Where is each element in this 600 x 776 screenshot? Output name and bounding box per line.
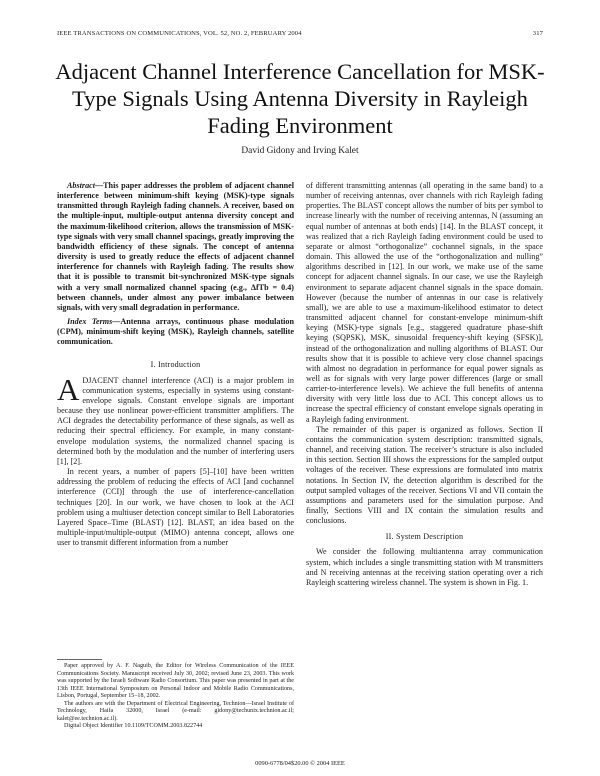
abstract: [57, 181, 294, 313]
footnote-doi: Digital Object Identifier 10.1109/TCOMM.2003.822744: [64, 723, 203, 729]
intro-paragraph-2-continued: of different transmitting antennas (all operating in the same band) to a number of receiving antennas, over channels with rich Rayleigh fading properties. The BLAST concept allows the number of bits per symbol to increase linearly with the number of receiving antennas, N (assuming an equal number of antennas at both ends) [14]. In the BLAST concept, it was realized that a rich Rayleigh fading environment could be used to separate or almost “orthogonalize” cochannel signals, in the space domain. This allowed the use of the “orthogonalization and nulling” algorithms described in [12]. In our work, we make use of the same concept for adjacent channel signals. In our case, we use the Rayleigh environment to separate adjacent channel signals in the space domain. However (because the number of antennas in our case is relatively small), we are able to use a maximum-likelihood estimator to detect transmitted adjacent channel for constant-envelope minimum-shift keying (MSK)-type signals [e.g., staggered quadrature phase-shift keying (SQPSK), MSK, sinusoidal frequency-shift keying (SFSK)], instead of the orthogonalization and nulling algorithms of BLAST. Our results show that it is possible to achieve very close channel spacings with almost no degradation in performance for equal power signals as well as for signals with very large power differences (large or small carrier-to-interference levels). We achieve the full benefits of antenna diversity with very little loss due to ACI. This concept allows us to increase the spectral efficiency of constant envelope signals operating in a Rayleigh fading environment.: [306, 181, 543, 424]
copyright-line: 0090-6778/04$20.00 © 2004 IEEE: [255, 760, 345, 767]
index-terms-text: Antenna arrays, continuous phase modulation (CPM), minimum-shift keying (MSK), Rayleigh channels, satellite communication.: [57, 317, 294, 347]
page-number: 317: [532, 30, 543, 37]
intro-paragraph-3: The remainder of this paper is organized as follows. Section II contains the communication system description: transmitted signals, channel, and receiving station. The receiver’s structure is also included in this section. Section III shows the expressions for the sampled output voltages of the receiver. These expressions are formulated into matrix notations. In Section IV, the detection algorithm is described for the output sampled voltages of the receiver. Sections VI and VII contain the assumptions and parameters used for the simulation purpose. And finally, Sections VIII and IX contain the simulation results and conclusions.: [306, 424, 543, 526]
footnote-rule: [57, 659, 102, 660]
running-header: [57, 30, 543, 42]
paper-title: Adjacent Channel Interference Cancellation for MSK-Type Signals Using Antenna Diversity in Rayleigh Fading Environment: [55, 59, 545, 138]
abstract-label: Abstract—: [67, 181, 104, 190]
system-paragraph-1: We consider the following multiantenna array communication system, which includes a single transmitting station with M transmitters and N receiving antennas at the receiving station operating over a rich Rayleigh scattering wireless channel. The system is shown in Fig. 1.: [306, 547, 543, 587]
left-column: [57, 181, 294, 548]
abstract-text: This paper addresses the problem of adjacent channel interference between minimum-shift keying (MSK)-type signals transmitted through Rayleigh fading channels. A receiver, based on the multiple-input, multiple-output antenna diversity concept and the maximum-likelihood criterion, allows the transmission of MSK-type signals with very small channel spacings, greatly improving the bandwidth efficiency of these signals. The concept of antenna diversity is used to greatly reduce the effects of adjacent channel interference for channels with Rayleigh fading. The results show that it is possible to transmit bit-synchronized MSK-type signals with a very small normalized channel spacing (e.g., ΔfTb = 0.4) between channels, under almost any power imbalance between signals, with very small degradation in performance.: [57, 181, 294, 312]
footnote: [57, 663, 294, 731]
paper-authors: David Gidony and Irving Kalet: [241, 146, 359, 156]
index-terms: [57, 317, 294, 347]
drop-cap: A: [57, 371, 80, 407]
section-heading-system-description: II. System Description: [385, 532, 464, 542]
intro-paragraph-1: [57, 371, 294, 467]
right-column: [306, 181, 543, 588]
footnote-approval: Paper approved by A. F. Naguib, the Editor for Wireless Communication of the IEEE Communications Society. Manuscript received July 30, 2002; revised June 23, 2003. This work was supported by the Israeli Software Radio Consortium. This paper was presented in part at the 13th IEEE International Symposium on Personal Indoor and Mobile Radio Communications, Lisbon, Portugal, September 15–18, 2002.: [57, 663, 294, 699]
index-terms-label: Index Terms—: [67, 317, 121, 327]
intro-paragraph-1-text: DJACENT channel interference (ACI) is a major problem in communication systems, especially in systems using constant-envelope signals. Constant envelope signals are important because they use nonlinear power-efficient transmitter amplifiers. The ACI degrades the detectability performance of these signals, as well as reducing their spectral efficiency. For example, in many constant-envelope modulation systems, the normalized channel spacing is determined both by the modulation and the number of interfering users [1], [2].: [57, 375, 294, 466]
journal-header: IEEE TRANSACTIONS ON COMMUNICATIONS, VOL. 52, NO. 2, FEBRUARY 2004: [57, 30, 302, 37]
footnote-affiliation: The authors are with the Department of Electrical Engineering, Technion—Israel Institute of Technology, Haifa 32000, Israel (e-mail: gidony@techunix.technion.ac.il; kalet@ee.technion.ac.il).: [57, 700, 294, 722]
section-heading-introduction: I. Introduction: [150, 359, 201, 369]
intro-paragraph-2: In recent years, a number of papers [5]–[10] have been written addressing the problem of reducing the effects of ACI [and cochannel interference (CCI)] through the use of interference-cancellation techniques [20]. In our work, we have chosen to look at the ACI problem using a multiuser detection concept similar to Bell Laboratories Layered Space–Time (BLAST) [12]. BLAST, an idea based on the multiple-input/multiple-output (MIMO) antenna concept, allows one user to transmit different information from a number: [57, 467, 294, 548]
